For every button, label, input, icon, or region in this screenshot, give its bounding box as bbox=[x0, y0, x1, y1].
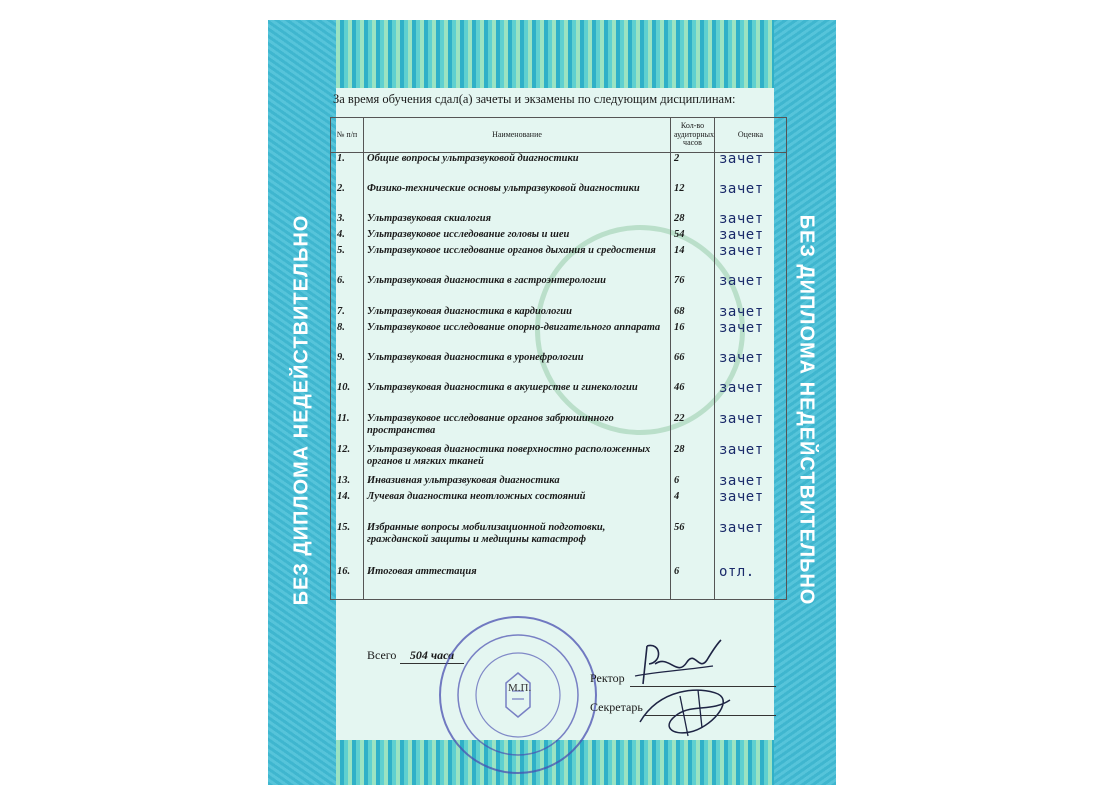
row-grade: зачет bbox=[715, 306, 787, 322]
header-name: Наименование bbox=[364, 118, 671, 153]
row-hours: 76 bbox=[671, 275, 715, 306]
row-num: 11. bbox=[331, 413, 364, 444]
row-discipline-name: Ультразвуковое исследование органов забрюшинного пространства bbox=[364, 413, 671, 444]
row-num: 3. bbox=[331, 213, 364, 229]
row-discipline-name: Ультразвуковое исследование опорно-двигательного аппарата bbox=[364, 322, 671, 352]
row-discipline-name: Ультразвуковая скиалогия bbox=[364, 213, 671, 229]
row-num: 2. bbox=[331, 183, 364, 213]
grades-table-header bbox=[331, 118, 787, 153]
row-hours: 22 bbox=[671, 413, 715, 444]
row-hours: 4 bbox=[671, 491, 715, 522]
row-discipline-name: Инвазивная ультразвуковая диагностика bbox=[364, 475, 671, 491]
table-row bbox=[331, 413, 787, 444]
row-hours: 12 bbox=[671, 183, 715, 213]
row-grade: зачет bbox=[715, 352, 787, 382]
row-hours: 16 bbox=[671, 322, 715, 352]
document-heading: За время обучения сдал(а) зачеты и экзамены по следующим дисциплинам: bbox=[333, 92, 736, 106]
row-discipline-name: Общие вопросы ультразвуковой диагностики bbox=[364, 153, 671, 184]
row-discipline-name: Ультразвуковая диагностика в кардиологии bbox=[364, 306, 671, 322]
table-row bbox=[331, 153, 787, 184]
secretary-signature bbox=[630, 682, 750, 742]
seal-place-label: М.П. bbox=[508, 682, 532, 694]
row-hours: 54 bbox=[671, 229, 715, 245]
row-hours: 14 bbox=[671, 245, 715, 275]
table-row bbox=[331, 522, 787, 566]
table-row bbox=[331, 566, 787, 600]
row-hours: 28 bbox=[671, 444, 715, 475]
row-hours: 28 bbox=[671, 213, 715, 229]
row-hours: 46 bbox=[671, 382, 715, 413]
row-hours: 6 bbox=[671, 566, 715, 600]
total-label: Всего bbox=[367, 648, 397, 662]
grades-table bbox=[330, 117, 787, 600]
row-grade: зачет bbox=[715, 183, 787, 213]
row-discipline-name: Лучевая диагностика неотложных состояний bbox=[364, 491, 671, 522]
table-row bbox=[331, 275, 787, 306]
secretary-label: Секретарь bbox=[590, 700, 643, 714]
row-discipline-name: Физико-технические основы ультразвуковой диагностики bbox=[364, 183, 671, 213]
table-row bbox=[331, 491, 787, 522]
row-num: 8. bbox=[331, 322, 364, 352]
row-grade: зачет bbox=[715, 213, 787, 229]
total-hours-value: 504 часа bbox=[400, 648, 464, 664]
row-hours: 68 bbox=[671, 306, 715, 322]
table-row bbox=[331, 322, 787, 352]
row-num: 13. bbox=[331, 475, 364, 491]
table-row bbox=[331, 382, 787, 413]
guilloche-border-top bbox=[268, 20, 836, 88]
row-grade: зачет bbox=[715, 491, 787, 522]
header-hours: Кол-во аудиторных часов bbox=[671, 118, 715, 153]
row-grade: зачет bbox=[715, 245, 787, 275]
grades-table-body bbox=[331, 153, 787, 600]
row-grade: зачет bbox=[715, 444, 787, 475]
table-row bbox=[331, 444, 787, 475]
row-discipline-name: Ультразвуковая диагностика в уронефрологии bbox=[364, 352, 671, 382]
rector-label: Ректор bbox=[590, 671, 625, 685]
row-grade: зачет bbox=[715, 413, 787, 444]
border-warning-left: БЕЗ ДИПЛОМА НЕДЕЙСТВИТЕЛЬНО bbox=[290, 214, 313, 606]
row-discipline-name: Итоговая аттестация bbox=[364, 566, 671, 600]
row-hours: 66 bbox=[671, 352, 715, 382]
row-num: 5. bbox=[331, 245, 364, 275]
row-discipline-name: Ультразвуковое исследование органов дыхания и средостения bbox=[364, 245, 671, 275]
row-discipline-name: Ультразвуковая диагностика в гастроэнтерологии bbox=[364, 275, 671, 306]
row-discipline-name: Ультразвуковая диагностика в акушерстве и гинекологии bbox=[364, 382, 671, 413]
row-grade: зачет bbox=[715, 229, 787, 245]
row-grade: зачет bbox=[715, 153, 787, 184]
row-num: 6. bbox=[331, 275, 364, 306]
row-num: 12. bbox=[331, 444, 364, 475]
header-num: № п/п bbox=[331, 118, 364, 153]
row-hours: 2 bbox=[671, 153, 715, 184]
table-row bbox=[331, 183, 787, 213]
header-grade: Оценка bbox=[715, 118, 787, 153]
row-num: 16. bbox=[331, 566, 364, 600]
row-discipline-name: Ультразвуковое исследование головы и шеи bbox=[364, 229, 671, 245]
row-discipline-name: Ультразвуковая диагностика поверхностно расположенных органов и мягких тканей bbox=[364, 444, 671, 475]
official-seal bbox=[436, 613, 601, 778]
row-grade: зачет bbox=[715, 522, 787, 566]
row-num: 1. bbox=[331, 153, 364, 184]
row-num: 10. bbox=[331, 382, 364, 413]
row-grade: отл. bbox=[715, 566, 787, 600]
row-hours: 56 bbox=[671, 522, 715, 566]
row-num: 9. bbox=[331, 352, 364, 382]
row-num: 4. bbox=[331, 229, 364, 245]
row-discipline-name: Избранные вопросы мобилизационной подготовки, гражданской защиты и медицины катастроф bbox=[364, 522, 671, 566]
row-grade: зачет bbox=[715, 322, 787, 352]
row-num: 15. bbox=[331, 522, 364, 566]
table-row bbox=[331, 245, 787, 275]
row-num: 7. bbox=[331, 306, 364, 322]
row-hours: 6 bbox=[671, 475, 715, 491]
row-num: 14. bbox=[331, 491, 364, 522]
border-warning-right: БЕЗ ДИПЛОМА НЕДЕЙСТВИТЕЛЬНО bbox=[795, 214, 818, 606]
row-grade: зачет bbox=[715, 382, 787, 413]
row-grade: зачет bbox=[715, 275, 787, 306]
table-row bbox=[331, 352, 787, 382]
row-grade: зачет bbox=[715, 475, 787, 491]
